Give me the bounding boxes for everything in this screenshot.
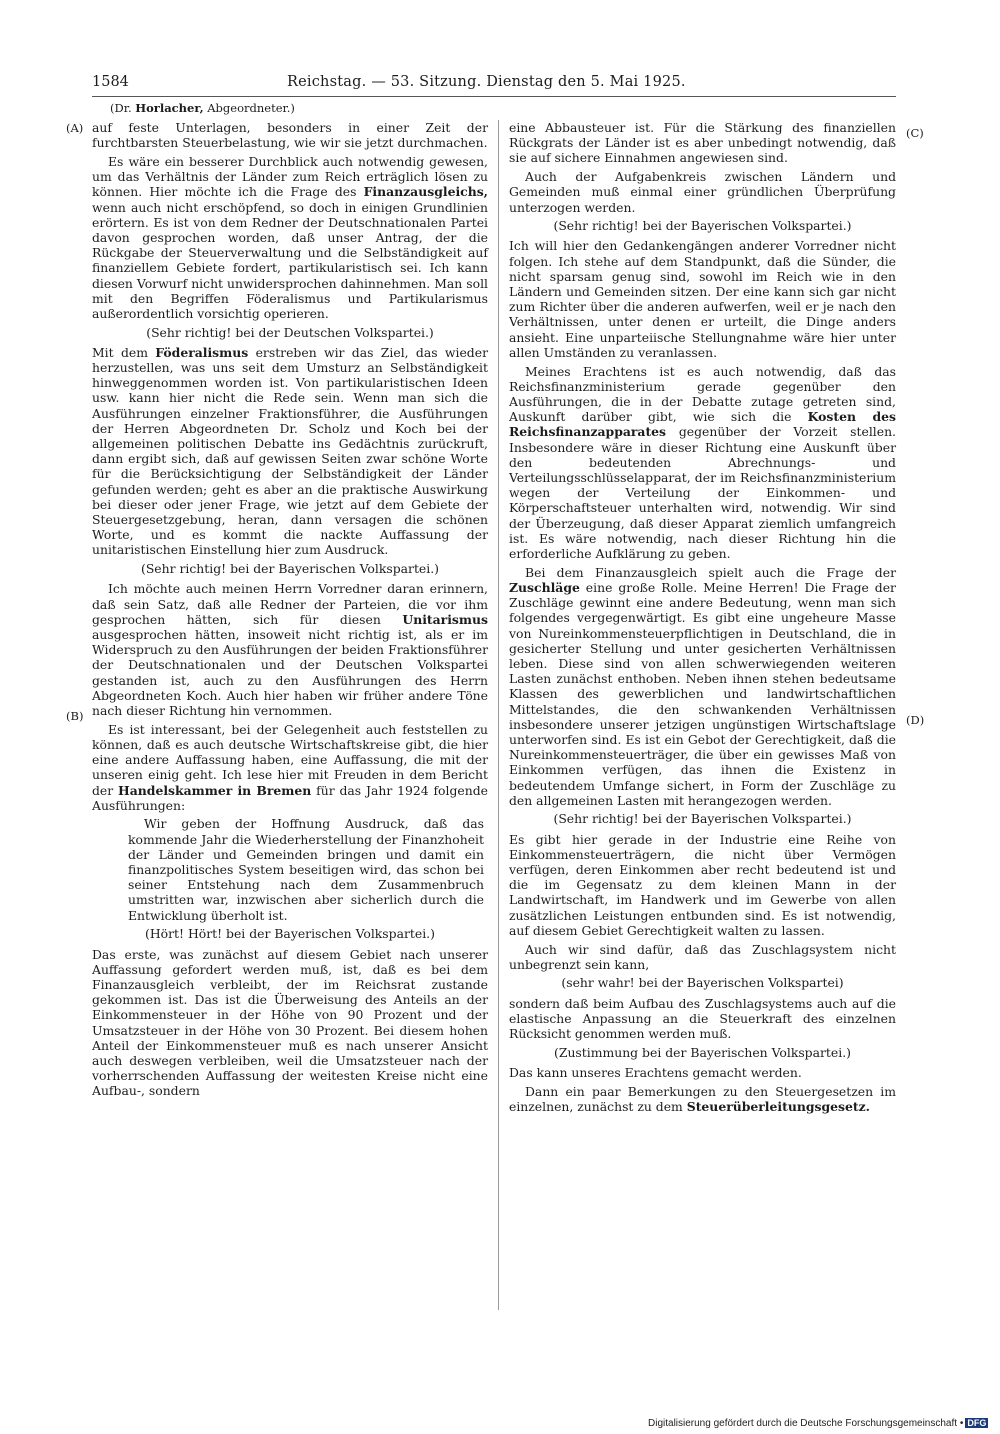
credit-text: Digitalisierung gefördert durch die Deutsche Forschungsgemeinschaft • [648, 1418, 964, 1429]
emphasis: Steuerüberleitungsgesetz. [686, 1098, 870, 1114]
margin-mark-b: (B) [66, 709, 84, 723]
left-column [92, 120, 488, 1102]
paragraph: Es gibt hier gerade in der Industrie eine Reihe von Einkommensteuerträgern, die nicht über Vermögen verfügen, deren Einkommen aber recht bedeutend ist und die im Gegensatz zu dem kleinen Mann in der Landwirtschaft, im Handwerk und im Gewerbe von allen zusätzlichen Leistungen entbunden sind. Es ist notwendig, auf diesem Gebiet Gerechtigkeit walten zu lassen. [509, 831, 896, 938]
margin-mark-a: (A) [66, 121, 84, 135]
paragraph: Das kann unseres Erachtens gemacht werden. [509, 1064, 802, 1080]
interjection: (Zustimmung bei der Bayerischen Volkspartei.) [554, 1044, 851, 1060]
column-rule [498, 120, 499, 1310]
emphasis: Finanzausgleichs, [363, 184, 488, 200]
running-title: Reichstag. — 53. Sitzung. Dienstag den 5. Mai 1925. [287, 74, 686, 90]
paragraph: Bei dem Finanzausgleich spielt auch die Frage der Zuschläge eine große Rolle. Meine Herren! Die Frage der Zuschläge gewinnt eine andere Bedeutung, wenn man sich folgendes vergegenwärtigt. Es gibt eine ungeheure Masse von Nureinkommensteuerpflichtigen in Deutschland, die in gesicherter Stellung und unter gesicherten Verhältnissen leben. Diese sind von allen schwerwiegenden weiteren Lasten zunächst enthoben. Neben ihnen stehen bedeutsame Klassen des gewerblichen und landwirtschaftlichen Mittelstandes, die den schwankenden Verhältnissen insbesondere unserer jetzigen ungünstigen Wirtschaftslage unterworfen sind. Es ist ein Gebot der Gerechtigkeit, daß die Nureinkommensteuerträger, die über ein gewisses Maß von Einkommen verfügen, das ihnen die Existenz in bedeutendem Umfange sichert, in Form der Zuschläge zu den allgemeinen Lasten mit herangezogen werden. [509, 564, 896, 808]
header-rule [92, 96, 896, 97]
paragraph: auf feste Unterlagen, besonders in einer Zeit der furchtbarsten Steuerbelastung, wie wir sie jetzt durchmachen. [92, 120, 488, 151]
interjection: (sehr wahr! bei der Bayerischen Volkspartei) [561, 975, 844, 991]
emphasis: Föderalismus [155, 344, 249, 360]
paragraph: Auch wir sind dafür, daß das Zuschlagsystem nicht unbegrenzt sein kann, [509, 941, 896, 972]
speaker-line [110, 101, 295, 115]
paragraph: Meines Erachtens ist es auch notwendig, daß das Reichsfinanzministerium gerade gegenüber den Ausführungen, die in der Debatte zutage getreten sind, Auskunft darüber gibt, wie sich die Kosten des Reichsfinanzapparates gegenüber der Vorzeit stellen. Insbesondere wäre in dieser Richtung eine Auskunft über den bedeutenden Abrechnungs- und Verteilungsschlüsselapparat, der im Reichsfinanzministerium wegen der Verteilung der Einkommen- und Körperschaftsteuer unterhalten wird, notwendig. Wir sind der Überzeugung, daß dieser Apparat ziemlich umfangreich ist. Es wäre notwendig, nach dieser Richtung hin die erforderliche Aufklärung zu geben. [509, 363, 896, 561]
interjection: (Hört! Hört! bei der Bayerischen Volkspartei.) [145, 926, 435, 942]
paragraph: Das erste, was zunächst auf diesem Gebiet nach unserer Auffassung gefordert werden muß, ist, daß es bei dem Finanzausgleich verbleibt, der im Reichsrat zustande gekommen ist. Das ist die Überweisung des Anteils an der Einkommensteuer in der Höhe von 90 Prozent und der Umsatzsteuer in der Höhe von 30 Prozent. Bei diesem hohen Anteil der Einkommensteuer muß es nach unserer Ansicht auch deswegen verbleiben, weil die Umsatzsteuer nach der vorherrschenden Auffassung der weitesten Kreise nicht eine Aufbau-, sondern [92, 946, 488, 1099]
paragraph: Auch der Aufgabenkreis zwischen Ländern und Gemeinden muß einmal einer gründlichen Überprüfung unterzogen werden. [509, 169, 896, 215]
digitization-credit [648, 1418, 988, 1429]
paragraph: Es wäre ein besserer Durchblick auch notwendig gewesen, um das Verhältnis der Länder zum Reich erträglich lösen zu können. Hier möchte ich die Frage des Finanzausgleichs, wenn auch nicht erschöpfend, so doch in einigen Grundlinien erörtern. Es ist von dem Redner der Deutschnationalen Partei davon gesprochen worden, daß unser Antrag, der die Rückgabe der Steuerverwaltung und die Selbständigkeit auf finanziellem Gebiete fordert, partikularistisch sei. Ich kann diesen Vorwurf nicht unwidersprochen dahinnehmen. Man soll mit den Begriffen Föderalismus und Partikularismus außerordentlich vorsichtig operieren. [92, 153, 488, 321]
interjection: (Sehr richtig! bei der Bayerischen Volkspartei.) [140, 561, 440, 577]
interjection: (Sehr richtig! bei der Bayerischen Volkspartei.) [553, 218, 852, 234]
paragraph: Ich möchte auch meinen Herrn Vorredner daran erinnern, daß sein Satz, daß alle Redner der Parteien, die vor ihm gesprochen hätten, sich für diesen Unitarismus ausgesprochen hätten, insoweit nicht richtig ist, als er im Widerspruch zu den Ausführungen der beiden Fraktionsführer der Deutschnationalen und der Deutschen Volkspartei gestanden ist, auch zu den Ausführungen des Herrn Abgeordneten Koch. Auch hier haben wir früher andere Töne nach dieser Richtung hin vernommen. [92, 581, 488, 719]
interjection: (Sehr richtig! bei der Deutschen Volkspartei.) [146, 324, 434, 340]
page-number: 1584 [92, 74, 129, 90]
emphasis: Unitarismus [402, 611, 488, 627]
speaker-name: Horlacher, [135, 101, 204, 115]
paragraph: Mit dem Föderalismus erstreben wir das Ziel, das wieder herzustellen, was uns seit dem Umsturz an Selbständigkeit hinweggenommen worden ist. Von partikularistischen Ideen usw. kann hier nicht die Rede sein. Wenn man sich die Ausführungen einzelner Fraktionsführer, die Ausführungen der Herren Abgeordneten Dr. Scholz und Koch bei der allgemeinen politischen Debatte ins Gedächtnis zurückruft, dann ergibt sich, daß auf gewissen Seiten zwar schöne Worte für die Berücksichtigung der Selbständigkeit der Länder gefunden werden; geht es aber an die praktische Auswirkung bei dieser oder jener Frage, wie jetzt auf dem Gebiete der Steuergesetzgebung, heran, dann versagen die schönen Worte, und es kommt die nackte Auffassung der unitaristischen Einstellung hier zum Ausdruck. [92, 344, 488, 558]
margin-mark-c: (C) [906, 126, 924, 140]
paragraph: Dann ein paar Bemerkungen zu den Steuergesetzen im einzelnen, zunächst zu dem Steuerüberleitungsgesetz. [509, 1083, 896, 1114]
emphasis: Kosten des Reichsfinanzapparates [509, 409, 896, 440]
page-header [92, 74, 892, 98]
emphasis: Handelskammer in Bremen [118, 782, 312, 798]
paragraph: sondern daß beim Aufbau des Zuschlagsystems auch auf die elastische Anpassung an die Steuerkraft des einzelnen Rücksicht genommen werden muß. [509, 995, 896, 1042]
margin-mark-d: (D) [906, 713, 925, 727]
emphasis: Zuschläge [509, 579, 580, 595]
dfg-logo: DFG [967, 1418, 987, 1428]
block-quote: Wir geben der Hoffnung Ausdruck, daß das kommende Jahr die Wiederherstellung der Finanzhoheit der Länder und Gemeinden bringen und damit ein finanzpolitisches System beseitigen wird, das schon bei seiner Entstehung nach dem Zusammenbruch umstritten war, inzwischen aber sicherlich durch die Entwicklung überholt ist. [128, 816, 484, 923]
speaker-role: Abgeordneter.) [203, 101, 295, 115]
right-column [509, 120, 896, 1118]
interjection: (Sehr richtig! bei der Bayerischen Volkspartei.) [553, 811, 852, 827]
paragraph: Es ist interessant, bei der Gelegenheit auch feststellen zu können, daß es auch deutsche Wirtschaftskreise gibt, die hier eine andere Auffassung haben, eine Auffassung, die mit der unseren einig geht. Ich lese hier mit Freuden in dem Bericht der Handelskammer in Bremen für das Jahr 1924 folgende Ausführungen: [92, 721, 488, 813]
speaker-open: (Dr. [110, 101, 136, 115]
paragraph: Ich will hier den Gedankengängen anderer Vorredner nicht folgen. Ich stehe auf dem Standpunkt, daß die Sünder, die nicht sparsam genug sind, sowohl im Reich wie in den Ländern und Gemeinden sitzen. Der eine kann sich gar nicht zum Richter über die anderen aufwerfen, weil er je nach den Verhältnissen, unter denen er urteilt, die Dinge anders ansieht. Eine unparteiische Stellungnahme wäre hier unter allen Umständen zu veranlassen. [509, 238, 896, 360]
paragraph: eine Abbausteuer ist. Für die Stärkung des finanziellen Rückgrats der Länder ist es aber unbedingt notwendig, daß sie auf sichere Einnahmen angewiesen sind. [509, 120, 896, 166]
